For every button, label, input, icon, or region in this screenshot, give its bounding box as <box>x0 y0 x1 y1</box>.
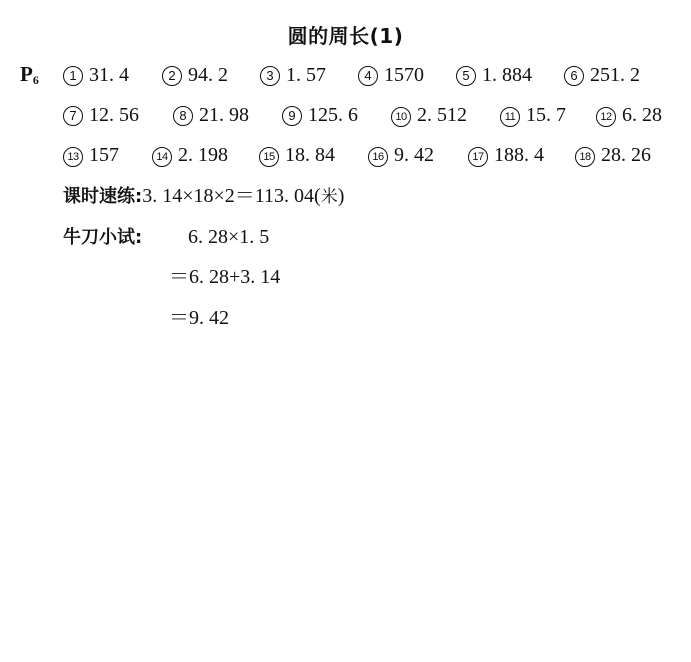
answer-value: 251. 2 <box>590 64 640 86</box>
answer-value: 18. 84 <box>285 144 335 166</box>
answer-item <box>260 61 326 89</box>
answer-value: 9. 42 <box>394 144 434 166</box>
practice-unit: 米 <box>320 187 338 207</box>
answer-value: 2. 198 <box>178 144 228 166</box>
circled-number: 4 <box>358 66 378 86</box>
answer-item <box>575 141 651 169</box>
circled-number: 17 <box>468 147 488 167</box>
page-number: 6 <box>32 73 39 87</box>
answer-value: 1570 <box>384 64 424 86</box>
answer-item <box>152 141 228 169</box>
answer-value: 188. 4 <box>494 144 544 166</box>
circled-number: 15 <box>259 147 279 167</box>
answer-item <box>564 61 640 89</box>
circled-number: 7 <box>63 106 83 126</box>
answer-value: 15. 7 <box>526 104 566 126</box>
answer-item <box>63 61 129 89</box>
circled-number: 2 <box>162 66 182 86</box>
circled-number: 6 <box>564 66 584 86</box>
circled-number: 1 <box>63 66 83 86</box>
circled-number: 8 <box>173 106 193 126</box>
answer-item <box>358 61 424 89</box>
answer-value: 94. 2 <box>188 64 228 86</box>
trial-step-1: 6. 28×1. 5 <box>188 226 270 248</box>
answer-value: 1. 884 <box>482 64 532 86</box>
answer-item <box>456 61 532 89</box>
practice-line <box>63 182 344 211</box>
answer-value: 12. 56 <box>89 104 139 126</box>
practice-close-paren: ) <box>337 185 345 207</box>
answer-value: 1. 57 <box>286 64 326 86</box>
trial-label: 牛刀小试: <box>63 227 143 248</box>
circled-number: 13 <box>63 147 83 167</box>
answer-item <box>368 141 434 169</box>
answer-value: 28. 26 <box>601 144 651 166</box>
answer-item <box>282 101 358 129</box>
answer-item <box>468 141 544 169</box>
circled-number: 18 <box>575 147 595 167</box>
answer-item <box>259 141 335 169</box>
practice-label: 课时速练: <box>63 186 143 207</box>
answer-item <box>173 101 249 129</box>
trial-expression-2 <box>169 263 280 291</box>
answer-value: 125. 6 <box>308 104 358 126</box>
trial-line-1 <box>63 223 142 252</box>
circled-number: 9 <box>282 106 302 126</box>
page-letter: P <box>20 62 33 86</box>
answer-item <box>63 101 139 129</box>
answer-value: 21. 98 <box>199 104 249 126</box>
circled-number: 14 <box>152 147 172 167</box>
answer-item <box>63 141 119 169</box>
answer-item <box>500 101 566 129</box>
answer-value: 2. 512 <box>417 104 467 126</box>
answer-value: 157 <box>89 144 119 166</box>
practice-expression: 3. 14×18×2＝113. 04( <box>142 185 321 207</box>
circled-number: 16 <box>368 147 388 167</box>
answer-value: 6. 28 <box>622 104 662 126</box>
answer-value: 31. 4 <box>89 64 129 86</box>
circled-number: 3 <box>260 66 280 86</box>
page-title: 圆的周长(1) <box>287 24 404 48</box>
trial-expression-1 <box>188 223 269 251</box>
answer-item <box>596 101 662 129</box>
circled-number: 11 <box>500 107 520 127</box>
answer-item <box>391 101 467 129</box>
trial-step-2: ＝6. 28+3. 14 <box>169 266 281 288</box>
circled-number: 12 <box>596 107 616 127</box>
answer-item <box>162 61 228 89</box>
circled-number: 5 <box>456 66 476 86</box>
page-number-label <box>20 62 39 88</box>
circled-number: 10 <box>391 107 411 127</box>
trial-step-3: ＝9. 42 <box>169 307 229 329</box>
trial-expression-3 <box>169 304 229 332</box>
